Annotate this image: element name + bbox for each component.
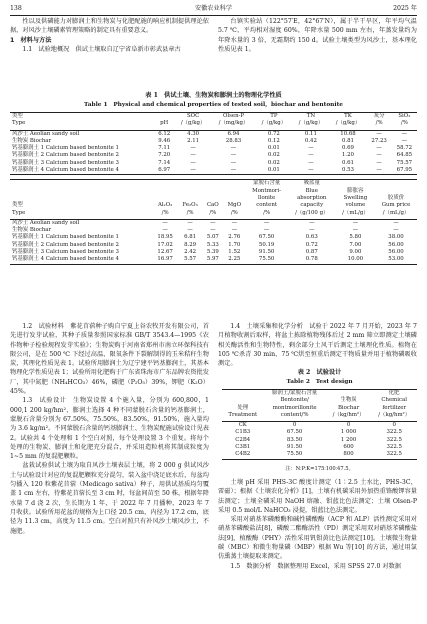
- table-cell: 0: [346, 422, 351, 429]
- table-row: [222, 429, 417, 436]
- table1-header: pH: [154, 113, 175, 131]
- row-label: 钙基膨润土 3 Calcium based bentonite 3: [12, 249, 119, 256]
- row-label: 钙基膨润土 2 Calcium based bentonite 2: [12, 152, 119, 159]
- table-cell: —: [230, 159, 237, 166]
- table-cell: —: [210, 227, 216, 234]
- table-cell: 1.52: [228, 249, 241, 256]
- table-cell: 800: [326, 451, 372, 459]
- table-cell: 2.42: [184, 249, 197, 256]
- table-cell: —: [187, 227, 193, 234]
- table1-header: TP /（g/kg）: [255, 113, 292, 131]
- lower-left-column: [10, 322, 209, 536]
- table-cell: —: [308, 152, 314, 159]
- table-cell: —: [230, 152, 237, 159]
- table-cell: 0.72: [267, 130, 280, 137]
- row-label: 钙基膨润土 1 Calcium based bentonite 1: [12, 145, 119, 152]
- table2-header: 生物炭 Biochar /（kg/hm²）: [326, 390, 372, 422]
- table-cell: 9.00: [349, 249, 362, 256]
- table-cell: 7.11: [158, 145, 171, 152]
- table-cell: 0.01: [255, 167, 292, 175]
- table-cell: 4.30: [187, 130, 200, 137]
- table2-header: 处理 Treatment: [222, 390, 264, 422]
- table-cell: 0.63: [305, 234, 318, 241]
- paragraph: 1.3 试验设计 生物炭设置 4 个施入量，分别为 600,800，1 000,1 200 kg/hm²，膨润土选择 4 种不同蒙脱石含量的钙基膨润土，蒙脱石含量分别为 67.50%，75.50%，83.50%，91.50%，施入量均为 3.6 kg/m²。不同蒙脱石含量的钙基膨润土、生物炭配施试验设计见表 2。试验共 4 个处理和 1 个空白对照，每个处理设置 3 个重复。将每个处理的生物炭、膨润土和化肥充分混合，并采用造粒机将其制成粒度为 1~5 mm 的复混肥颗粒。: [10, 397, 209, 461]
- table-cell: 28.83: [225, 137, 242, 144]
- table-row: [10, 256, 417, 264]
- table-cell: 18.95: [157, 234, 173, 241]
- table-cell: 83.50: [286, 436, 303, 443]
- table-cell: —: [309, 227, 315, 234]
- table-cell: 0.02: [267, 152, 280, 159]
- row-label: 生物炭 Biochar: [12, 137, 52, 144]
- table-cell: 322.5: [386, 436, 402, 443]
- top-left-column: [10, 17, 209, 54]
- table2-note: 注：N∶P∶K=175∶100∶47.5。: [285, 466, 354, 472]
- table1-header: 类型 Type: [10, 180, 153, 219]
- table-cell: 2.11: [187, 137, 200, 144]
- row-label: 钙基膨润土 4 Calcium based bentonite 4: [10, 256, 153, 264]
- table2-caption-en: Table 2 Test design: [286, 379, 353, 385]
- table-cell: 12.67: [157, 249, 173, 256]
- table-cell: —: [190, 152, 196, 159]
- table-row: [222, 437, 417, 444]
- table1-header: SiO₂ /%: [392, 113, 417, 131]
- table-cell: —: [162, 219, 168, 226]
- table-cell: 1.70: [228, 241, 241, 248]
- table2-caption-cn: 表 2 试验设计: [297, 369, 342, 376]
- table-cell: 5.39: [206, 249, 219, 256]
- table-cell: C2B4: [235, 436, 251, 443]
- table1-caption-en: Table 1 Physical and chemical properties of tested soil，biochar and bentonite: [84, 102, 343, 108]
- paragraph: 性以及供磷能力对膨润土和生物炭与化肥配施的响应机制提供理论依据，对风沙土壤磷素管理策略的制定具有重要意义。: [10, 18, 209, 35]
- table-cell: 8.29: [184, 241, 197, 248]
- paragraph: 1.2 试验材料 紫花苜蓿种子购自宁夏上谷农牧开发有限公司，首先进行发芽试验，其种子质量参照国家标准 GB/T 3543.4—1995《农作物种子检验规程发芽实验》；生物炭购于河南省郑州市南立环保科技有限公司，是在 500 ℃ 下经过高温、限氧条件下裂解制得的玉米秸秆生物炭，其理化性质见表 1。试验所用膨润土为辽宁建平钙基膨润土，其基本物理化学性质见表 1；试验所用化肥购于广东省珠海市广东品牌农资批发厂，其中氮肥（NH₄HCO₃）46%，磷肥（P₂O₅）39%，钾肥（K₂O）45%。: [10, 323, 209, 396]
- table1-header: 灰分 /%: [367, 113, 392, 131]
- row-label: 钙基膨润土 4 Calcium based bentonite 4: [10, 167, 154, 175]
- table-cell: 9.46: [158, 137, 171, 144]
- lower-right-column-2: [218, 478, 417, 571]
- table-cell: 0.12: [267, 137, 280, 144]
- table-cell: 27.23: [371, 137, 387, 144]
- table-cell: —: [162, 227, 168, 234]
- table-cell: 6.81: [184, 234, 197, 241]
- table-cell: 53.00: [375, 256, 417, 264]
- page-header: [10, 4, 417, 15]
- page-number: 138: [10, 5, 22, 12]
- row-label: 风沙土 Aeolian sandy soil: [12, 130, 80, 137]
- table-cell: 67.95: [392, 167, 417, 175]
- lower-right-column: [218, 322, 417, 368]
- table2-header: 膨润土/蒙脱石含量 Bentonite/ montmorillonite content/%: [264, 390, 326, 422]
- table-cell: 0: [292, 422, 297, 429]
- table-cell: —: [308, 159, 314, 166]
- table-cell: 56.00: [388, 241, 404, 248]
- table1-part1: [10, 112, 417, 175]
- table-cell: 10.68: [340, 130, 356, 137]
- table-cell: 5.33: [206, 241, 219, 248]
- table-cell: 91.50: [286, 444, 303, 451]
- table-cell: 58.72: [396, 145, 413, 152]
- paragraph: 土壤 pH 采用 PHS-3C 酸度计测定（1∶2.5 土水比，PHS-3C，雷磁）；根据《土壤农化分析》[1]，土壤有机碳采用外加热重铬酸钾容量法测定；土壤全磷采用 NaOH 熔融、钼蓝比色法测定；土壤 Olsen-P 采用 0.5 mol/L NaHCO₃ 浸提，钼蓝比色法测定。: [218, 479, 417, 514]
- table-cell: 0.53: [329, 167, 366, 175]
- table-cell: 6.94: [227, 130, 240, 137]
- table-cell: 56.00: [388, 249, 404, 256]
- table-cell: 75.50: [264, 451, 326, 459]
- table-cell: —: [187, 219, 193, 226]
- table-cell: —: [263, 219, 270, 226]
- table-cell: 5.57: [178, 256, 203, 264]
- table-cell: 16.97: [153, 256, 178, 264]
- paragraph: 1.5 数据分析 数据整理用 Excel，采用 SPSS 27.0 对数据: [230, 562, 401, 570]
- table-cell: 7.14: [158, 159, 171, 166]
- table-cell: —: [401, 137, 408, 144]
- row-label: 风沙土 Aeolian sandy soil: [12, 219, 80, 226]
- table1-header: 吸蓝量 Blue absorption capacity /（g/100 g）: [288, 180, 336, 219]
- table-row: [10, 160, 417, 167]
- table-cell: C4B2: [222, 451, 264, 459]
- row-label: 钙基膨润土 1 Calcium based bentonite 1: [12, 234, 119, 241]
- table-cell: 600: [343, 444, 354, 451]
- paragraph: 台镇实验站（122°57′E，42°67′N），属于半干旱区，年平均气温 5.7 ℃，平均相对湿度 60%，年降水量 500 mm 左右，年蒸发量约为年降水量的 3 倍，无霜期约 150 d。试验土壤类型为风沙土，基本理化性质见表 1。: [218, 18, 417, 53]
- table1-header: 膨胀容 Swelling volume /（mL/g）: [336, 180, 375, 219]
- table-cell: 0: [392, 422, 396, 429]
- table-cell: —: [376, 130, 382, 137]
- table-cell: —: [210, 219, 216, 226]
- table-row: [222, 451, 417, 459]
- table-cell: 7.00: [349, 241, 362, 248]
- table-row: [10, 167, 417, 175]
- section-heading: 1 材料与方法: [10, 36, 52, 44]
- table1-header: TN /（g/kg）: [292, 113, 329, 131]
- table-cell: 0.61: [341, 159, 354, 166]
- table1-header: 蒙脱石含量 Montmori- llonite content /%: [245, 180, 287, 219]
- table1-caption-cn: 表 1 供试土壤、生物炭和膨润土的物理化学性质: [145, 92, 282, 99]
- table-cell: 7.20: [158, 152, 171, 159]
- table1-header: SOC /（g/kg）: [175, 113, 212, 131]
- table-cell: —: [292, 167, 329, 175]
- table-cell: 0.81: [341, 137, 354, 144]
- table-cell: 5.80: [349, 234, 362, 241]
- table-cell: 6.12: [158, 130, 171, 137]
- top-right-column: [218, 17, 417, 54]
- row-label: 生物炭 Biochar: [12, 227, 52, 234]
- table-cell: —: [352, 227, 359, 234]
- table2: [222, 389, 417, 460]
- table-cell: —: [401, 130, 408, 137]
- table-row: [10, 242, 417, 249]
- table-cell: 1 000: [340, 429, 357, 436]
- table-cell: 0.87: [305, 249, 318, 256]
- table-row: [222, 444, 417, 451]
- table1-header: TK /（g/kg）: [329, 113, 366, 131]
- paragraph: 盆栽试验供试土壤为取自风沙土壤表层土壤，将 2 000 g 供试风沙土与试验设计对应的复混肥颗粒充分混匀，装入盆中浇足底水后，每盆均匀播入 120 粒紫花苜蓿（Medicago sativa）种子，用供试基质均匀覆盖 1 cm 左右，待紫花苜蓿长至 3 cm 时，每盆间苗至 50 株，根据年降水量 7 d 浇 2 次，生长期为 1 年，于 2022 年 7 月播种，2023 年 7 月收获。试验所用花盆的规格为上口径 20.5 cm，内径为 17.2 cm，底径为 11.3 cm，高度为 11.5 cm。空白对照只有补风沙土壤风沙土，不施肥。: [10, 462, 209, 535]
- table-cell: 10.00: [336, 256, 375, 264]
- table-cell: —: [231, 227, 237, 234]
- table1-header: MgO /%: [223, 180, 245, 219]
- table1: [10, 112, 417, 265]
- table-cell: —: [212, 167, 256, 175]
- table-row: [10, 152, 417, 159]
- table-row: [10, 234, 417, 241]
- table-cell: 1 200: [340, 436, 357, 443]
- table-cell: 64.85: [396, 152, 413, 159]
- table-cell: 67.50: [258, 234, 275, 241]
- table-cell: C1B3: [235, 429, 251, 436]
- table-cell: 2.25: [223, 256, 245, 264]
- table-cell: 322.5: [371, 451, 417, 459]
- table-cell: C3B1: [235, 444, 251, 451]
- table-row: [222, 422, 417, 430]
- table-cell: 50.19: [258, 241, 275, 248]
- table1-header: Olsen-P /（mg/kg）: [212, 113, 256, 131]
- table-cell: 0.69: [341, 145, 354, 152]
- table-cell: 0.78: [288, 256, 336, 264]
- table-cell: —: [190, 145, 196, 152]
- table-cell: —: [308, 145, 314, 152]
- table1-header: Al₂O₃ /%: [153, 180, 178, 219]
- table-cell: 38.00: [388, 234, 404, 241]
- table-cell: —: [263, 227, 270, 234]
- table-cell: —: [393, 227, 399, 234]
- table-cell: —: [376, 152, 382, 159]
- table-cell: —: [352, 219, 359, 226]
- table1-header: CaO /%: [203, 180, 224, 219]
- table-cell: —: [231, 219, 237, 226]
- table-cell: 5.07: [206, 234, 219, 241]
- table-cell: —: [376, 145, 382, 152]
- table-cell: —: [230, 145, 237, 152]
- table-cell: 91.50: [258, 249, 275, 256]
- row-label: 钙基膨润土 3 Calcium based bentonite 3: [12, 159, 119, 166]
- table1-header: 类型 Type: [10, 113, 154, 131]
- table-cell: 0.02: [267, 159, 280, 166]
- table-cell: 0.01: [267, 145, 280, 152]
- table-cell: 5.97: [203, 256, 224, 264]
- header-rule: [10, 15, 417, 16]
- row-label: 钙基膨润土 2 Calcium based bentonite 2: [12, 241, 119, 248]
- table-cell: 322.5: [386, 429, 402, 436]
- table-cell: —: [190, 159, 196, 166]
- table-cell: 0.11: [304, 130, 317, 137]
- journal-year: 2025 年: [393, 5, 417, 12]
- table-cell: 17.02: [157, 241, 173, 248]
- table-cell: 75.50: [245, 256, 287, 264]
- table-cell: —: [175, 167, 212, 175]
- table-cell: —: [376, 159, 382, 166]
- paragraph: 1.1 试验地概况 供试土壤取自辽宁省阜新市彰武县章古: [22, 45, 181, 53]
- table-cell: 0.72: [305, 241, 318, 248]
- journal-name: 安徽农业科学: [194, 5, 233, 12]
- table-cell: CK: [238, 422, 247, 429]
- table-cell: 322.5: [386, 444, 402, 451]
- table1-header: Fe₂O₃ /%: [178, 180, 203, 219]
- table1-header: 胶质价 Gum price /（mL/g）: [375, 180, 417, 219]
- table-cell: 0.42: [304, 137, 317, 144]
- table-cell: —: [393, 219, 399, 226]
- table-cell: —: [367, 167, 392, 175]
- table-cell: 1.20: [341, 152, 354, 159]
- table-cell: 6.97: [154, 167, 175, 175]
- table-cell: 2.76: [228, 234, 241, 241]
- paragraph: 采用对硝基苯磷酸酶和碱性磷酸酶（ACP 和 ALP）活性测定采用对硝基苯磷酸盐法[8]，磷酸二酯酶活性（PD）测定采用双对硝基苯磷酸盐法[9]，植酸酶（PHY）活性采用钒钼黄比色法测定[10]。土壤微生物量碳（MBC）和微生物量磷（MBP）根据 Wu 等[10] 的方法，通过用氯仿熏蒸土壤提取来测定。: [218, 516, 417, 561]
- table2-header: 化肥 Chemical fertilizer /（kg/hm²）: [371, 390, 417, 422]
- table-cell: 67.50: [286, 429, 303, 436]
- table-cell: —: [309, 219, 315, 226]
- table-row: [10, 219, 417, 227]
- paragraph: 1.4 土壤采集和化学分析 试验于 2022 年 7 月开始，2023 年 7 月植物收割后取样，将盆土拣除植物残体后过 2 mm 筛立即测定土壤磷相关酶活性和生物特性，剩余部分土风干后测定土壤理化性质。植物在 105 ℃杀青 30 min，75 ℃烘至恒重后测定干物质量并用于植物磷吸收测定。: [218, 323, 417, 368]
- table-row: [10, 130, 417, 138]
- table-cell: 75.57: [396, 159, 413, 166]
- table1-part2: [10, 179, 417, 264]
